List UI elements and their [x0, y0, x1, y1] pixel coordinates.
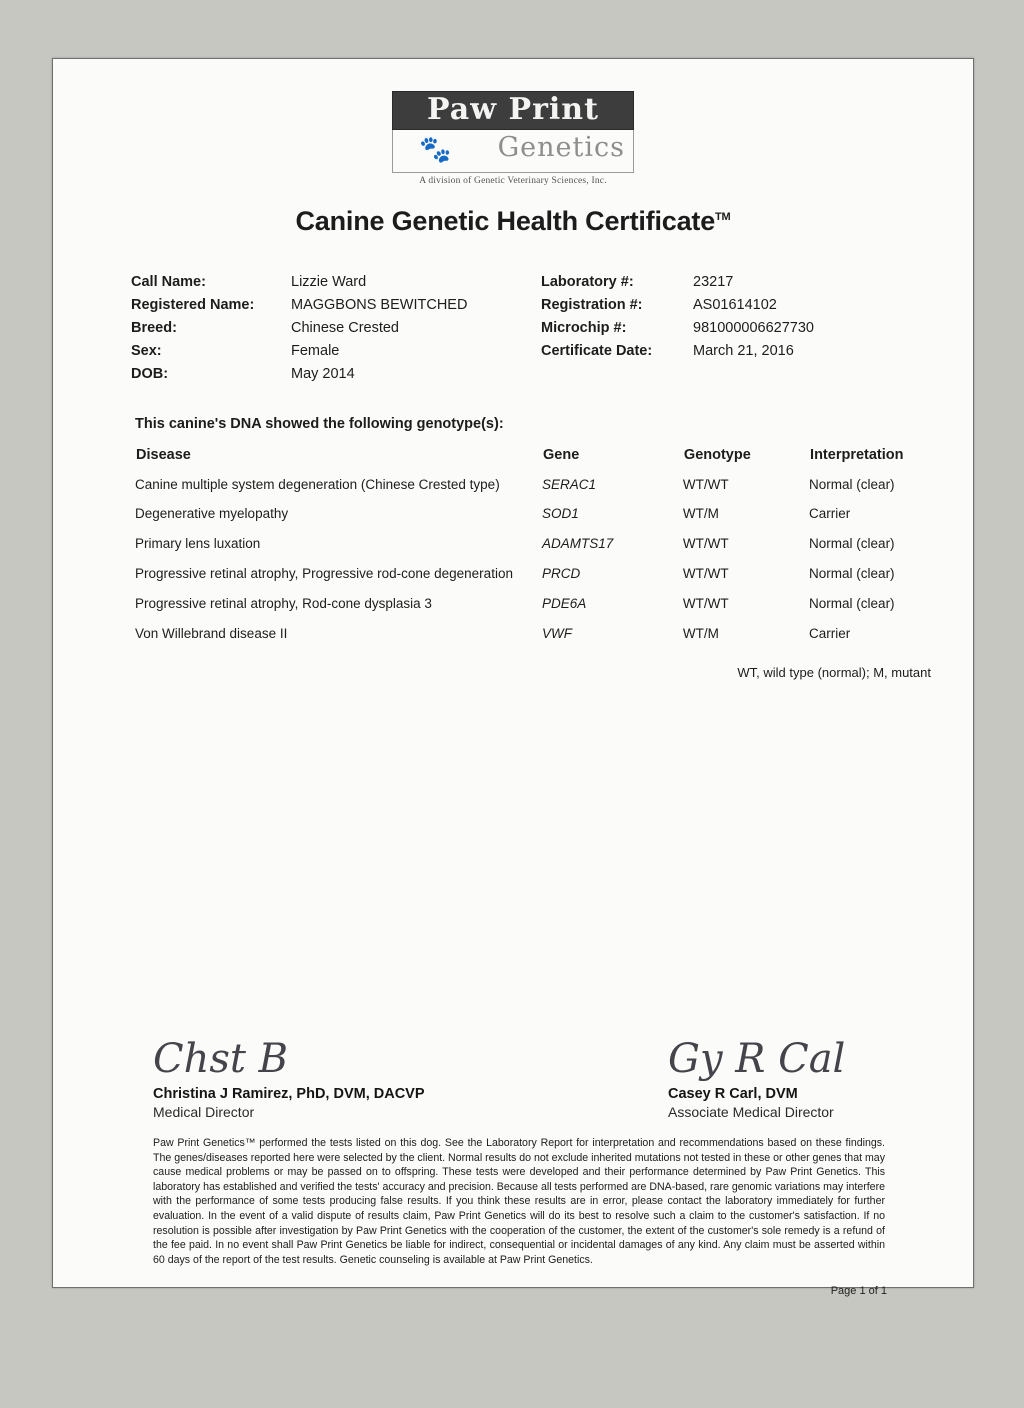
- brand-name-top: Paw Print: [392, 91, 634, 130]
- cell-interpretation: Carrier: [809, 506, 851, 522]
- value-dob: May 2014: [291, 365, 355, 382]
- cell-gene: PRCD: [542, 565, 581, 581]
- identity-left-values: [291, 271, 541, 386]
- signature-role: Associate Medical Director: [668, 1104, 834, 1120]
- value-certificate-date: March 21, 2016: [693, 342, 794, 359]
- signature-block-medical-director: [129, 1028, 506, 1120]
- cell-genotype: WT/WT: [682, 565, 729, 581]
- cell-disease: Von Willebrand disease II: [135, 625, 288, 641]
- column-header-gene: Gene: [543, 446, 580, 463]
- column-header-genotype: Genotype: [683, 446, 751, 463]
- label-laboratory-number: Laboratory #:: [541, 273, 634, 290]
- label-registered-name: Registered Name:: [131, 296, 255, 313]
- table-row: [135, 473, 975, 503]
- cell-genotype: WT/M: [682, 625, 719, 641]
- cell-interpretation: Carrier: [809, 625, 851, 641]
- signature-mark-icon: Gy R Cal: [668, 1036, 846, 1082]
- cell-disease: Canine multiple system degeneration (Chinese Crested type): [135, 476, 500, 492]
- results-heading: This canine's DNA showed the following genotype(s):: [135, 415, 504, 432]
- value-breed: Chinese Crested: [291, 319, 399, 336]
- trademark-mark: TM: [715, 210, 731, 223]
- label-registration-number: Registration #:: [541, 296, 643, 313]
- genotype-legend: WT, wild type (normal); M, mutant: [737, 665, 931, 681]
- value-call-name: Lizzie Ward: [291, 273, 367, 290]
- cell-genotype: WT/WT: [682, 595, 729, 611]
- cell-genotype: WT/WT: [682, 476, 729, 492]
- column-header-interpretation: Interpretation: [810, 446, 904, 463]
- certificate-sheet: [52, 58, 974, 1298]
- cell-interpretation: Normal (clear): [809, 595, 895, 611]
- cell-disease: Primary lens luxation: [135, 536, 261, 552]
- brand-tagline: A division of Genetic Veterinary Sciences, Inc.: [419, 175, 607, 186]
- value-sex: Female: [291, 342, 340, 359]
- label-microchip-number: Microchip #:: [541, 319, 627, 336]
- page-title-text: Canine Genetic Health Certificate: [295, 205, 716, 236]
- signature-block-associate-medical-director: [520, 1028, 897, 1120]
- cell-gene: SERAC1: [542, 476, 597, 492]
- disclaimer-text: Paw Print Genetics™ performed the tests listed on this dog. See the Laboratory Report for interpretation and recommendations based on these findings. The genes/diseases reported here were selected by the client. Normal results do not exclude inherited mutations not tested in these or other genes that may cause medical problems or may be passed on to offspring. These tests were developed and their performance determined by Paw Print Genetics. This laboratory has established and verified the tests' accuracy and precision. Because all tests performed are DNA-based, rare genomic variations may interfere with the performance of some tests producing false results. If you think these results are in error, please contact the laboratory immediately for further evaluation. In the event of a valid dispute of results claim, Paw Print Genetics will do its best to resolve such a claim to the customer's satisfaction. If no resolution is possible after investigation by Paw Print Genetics with the cooperation of the customer, the extent of the customer's sole remedy is a refund of the fee paid. In no event shall Paw Print Genetics be liable for indirect, consequential or incidental damages of any kind. Any claim must be asserted within 60 days of the report of the test results. Genetic counseling is available at Paw Print Genetics.: [153, 1137, 885, 1266]
- identity-left-column: [131, 271, 541, 386]
- page-number: Page 1 of 1: [830, 1285, 887, 1298]
- table-row: [135, 562, 975, 592]
- brand-name-bottom-row: [392, 130, 634, 173]
- table-row: [135, 532, 975, 562]
- signature-name: Christina J Ramirez, PhD, DVM, DACVP: [153, 1086, 425, 1102]
- cell-gene: PDE6A: [542, 595, 587, 611]
- identity-block: [91, 271, 935, 386]
- cell-disease: Degenerative myelopathy: [135, 506, 289, 522]
- table-row: [135, 622, 975, 652]
- paw-icon: 🐾: [419, 133, 452, 164]
- cell-interpretation: Normal (clear): [809, 476, 895, 492]
- label-dob: DOB:: [131, 365, 169, 382]
- identity-left-labels: [131, 271, 291, 386]
- cell-disease: Progressive retinal atrophy, Progressive rod-cone degeneration: [135, 565, 513, 581]
- value-registered-name: MAGGBONS BEWITCHED: [291, 296, 468, 313]
- brand-name-bottom: Genetics: [497, 131, 625, 163]
- cell-genotype: WT/M: [682, 506, 719, 522]
- value-laboratory-number: 23217: [693, 273, 734, 290]
- signature-role: Medical Director: [153, 1104, 255, 1120]
- cell-interpretation: Normal (clear): [809, 565, 895, 581]
- cell-gene: SOD1: [542, 506, 579, 522]
- label-breed: Breed:: [131, 319, 177, 336]
- genotype-results-table: [135, 446, 975, 652]
- page-title: [91, 206, 935, 237]
- cell-gene: ADAMTS17: [542, 536, 614, 552]
- cell-gene: VWF: [542, 625, 572, 641]
- cell-genotype: WT/WT: [682, 536, 729, 552]
- logo-block: [91, 91, 935, 186]
- signature-area: [129, 1028, 897, 1297]
- column-header-disease: Disease: [136, 446, 191, 463]
- cell-interpretation: Normal (clear): [809, 536, 895, 552]
- cell-disease: Progressive retinal atrophy, Rod-cone dysplasia 3: [135, 595, 432, 611]
- label-sex: Sex:: [131, 342, 162, 359]
- value-microchip-number: 981000006627730: [693, 319, 814, 336]
- identity-right-values: [693, 271, 953, 386]
- signature-mark-icon: Chst B: [153, 1036, 289, 1082]
- identity-right-labels: [541, 271, 693, 386]
- label-call-name: Call Name:: [131, 273, 206, 290]
- value-registration-number: AS01614102: [693, 296, 777, 313]
- label-certificate-date: Certificate Date:: [541, 342, 653, 359]
- identity-right-column: [541, 271, 953, 386]
- table-header-row: [135, 446, 975, 473]
- signature-name: Casey R Carl, DVM: [668, 1086, 798, 1102]
- table-row: [135, 502, 975, 532]
- table-row: [135, 592, 975, 622]
